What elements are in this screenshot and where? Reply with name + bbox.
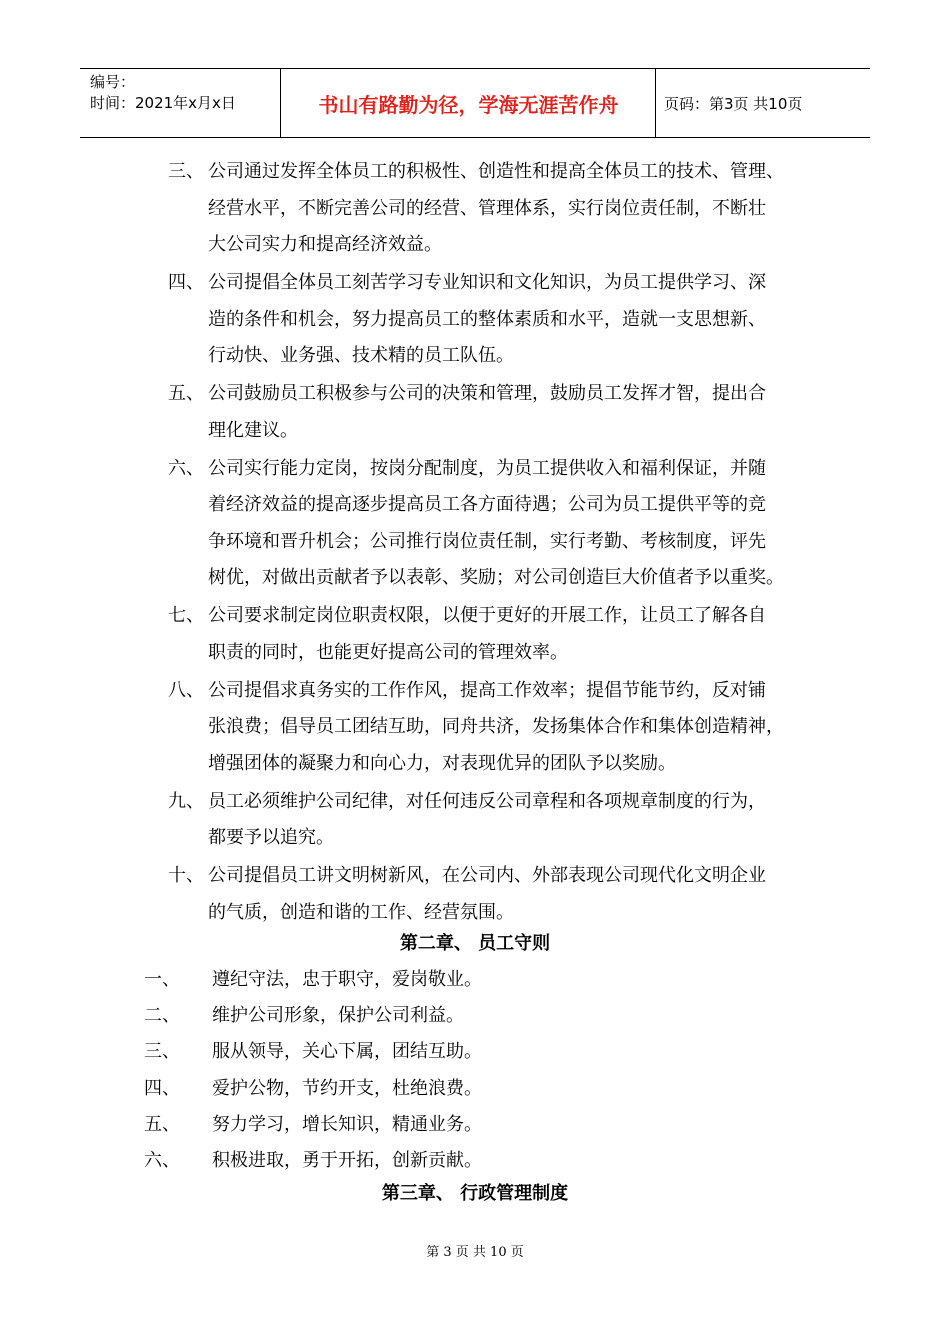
clause-text-line: 公司提倡员工讲文明树新风，在公司内、外部表现公司现代化文明企业 [208, 865, 766, 886]
rule-number: 三、 [144, 1041, 180, 1063]
clause-text-line: 公司提倡求真务实的工作作风，提高工作效率；提倡节能节约，反对铺 [208, 679, 766, 701]
header-page-info: 页码：第3页 共10页 [664, 94, 803, 113]
clause-number: 五、 [168, 383, 204, 404]
clause-text-line: 造的条件和机会，努力提高员工的整体素质和水平，造就一支思想新、 [208, 308, 766, 330]
clause-text-line: 争环境和晋升机会；公司推行岗位责任制，实行考勤、考核制度，评先 [208, 530, 766, 552]
rule-text: 服从领导，关心下属，团结互助。 [212, 1041, 482, 1063]
clause-text-line: 的气质，创造和谐的工作、经营氛围。 [208, 901, 514, 923]
document-time-label: 时间：2021年x月x日 [90, 94, 236, 112]
clause-text-line: 经营水平，不断完善公司的经营、管理体系，实行岗位责任制，不断壮 [208, 197, 766, 219]
clause-text-line: 理化建议。 [208, 419, 298, 441]
clause-number: 九、 [168, 790, 204, 812]
clause-number: 三、 [168, 161, 204, 182]
rule-number: 一、 [144, 969, 180, 990]
clause-text-line: 公司要求制定岗位职责权限，以便于更好的开展工作，让员工了解各自 [208, 605, 766, 626]
rule-number: 六、 [144, 1150, 180, 1171]
clause-text-line: 职责的同时，也能更好提高公司的管理效率。 [208, 641, 568, 663]
clause-text-line: 都要予以追究。 [208, 827, 334, 848]
chapter-heading: 第二章、 员工守则 [399, 933, 551, 954]
page-header [80, 68, 870, 138]
clause-text-line: 着经济效益的提高逐步提高员工各方面待遇；公司为员工提供平等的竞 [208, 494, 766, 515]
rule-text: 积极进取，勇于开拓，创新贡献。 [212, 1150, 482, 1171]
clause-text-line: 公司鼓励员工积极参与公司的决策和管理，鼓励员工发挥才智，提出合 [208, 383, 766, 404]
rule-text: 爱护公物，节约开支，杜绝浪费。 [212, 1077, 482, 1099]
clause-text-line: 公司通过发挥全体员工的积极性、创造性和提高全体员工的技术、管理、 [208, 161, 784, 182]
rule-text: 维护公司形象，保护公司利益。 [212, 1005, 464, 1027]
clause-number: 十、 [168, 865, 204, 886]
rule-number: 五、 [144, 1113, 180, 1135]
document-number-label: 编号： [90, 73, 136, 91]
clause-text-line: 员工必须维护公司纪律，对任何违反公司章程和各项规章制度的行为， [208, 790, 766, 812]
clause-text-line: 公司提倡全体员工刻苦学习专业知识和文化知识，为员工提供学习、深 [208, 272, 766, 293]
header-meta [80, 69, 281, 137]
clause-number: 八、 [168, 679, 204, 701]
page-footer: 第 3 页 共 10 页 [426, 1245, 524, 1260]
clause-text-line: 公司实行能力定岗，按岗分配制度，为员工提供收入和福利保证，并随 [208, 457, 766, 479]
rule-number: 四、 [144, 1077, 180, 1099]
header-motto: 书山有路勤为径，学海无涯苦作舟 [282, 69, 656, 137]
clause-text-line: 行动快、业务强、技术精的员工队伍。 [208, 345, 514, 366]
clause-text-line: 增强团体的凝聚力和向心力，对表现优异的团队予以奖励。 [208, 752, 676, 774]
clause-number: 四、 [168, 272, 204, 293]
chapter-heading: 第三章、 行政管理制度 [381, 1183, 569, 1204]
clause-number: 七、 [168, 605, 204, 626]
clause-text-line: 张浪费；倡导员工团结互助，同舟共济，发扬集体合作和集体创造精神， [208, 716, 784, 737]
clause-number: 六、 [168, 457, 204, 479]
rule-text: 遵纪守法，忠于职守，爱岗敬业。 [212, 969, 482, 990]
clause-text-line: 树优，对做出贡献者予以表彰、奖励；对公司创造巨大价值者予以重奖。 [208, 567, 784, 588]
clause-text-line: 大公司实力和提高经济效益。 [208, 234, 442, 255]
rule-number: 二、 [144, 1005, 180, 1027]
rule-text: 努力学习，增长知识，精通业务。 [212, 1113, 482, 1135]
